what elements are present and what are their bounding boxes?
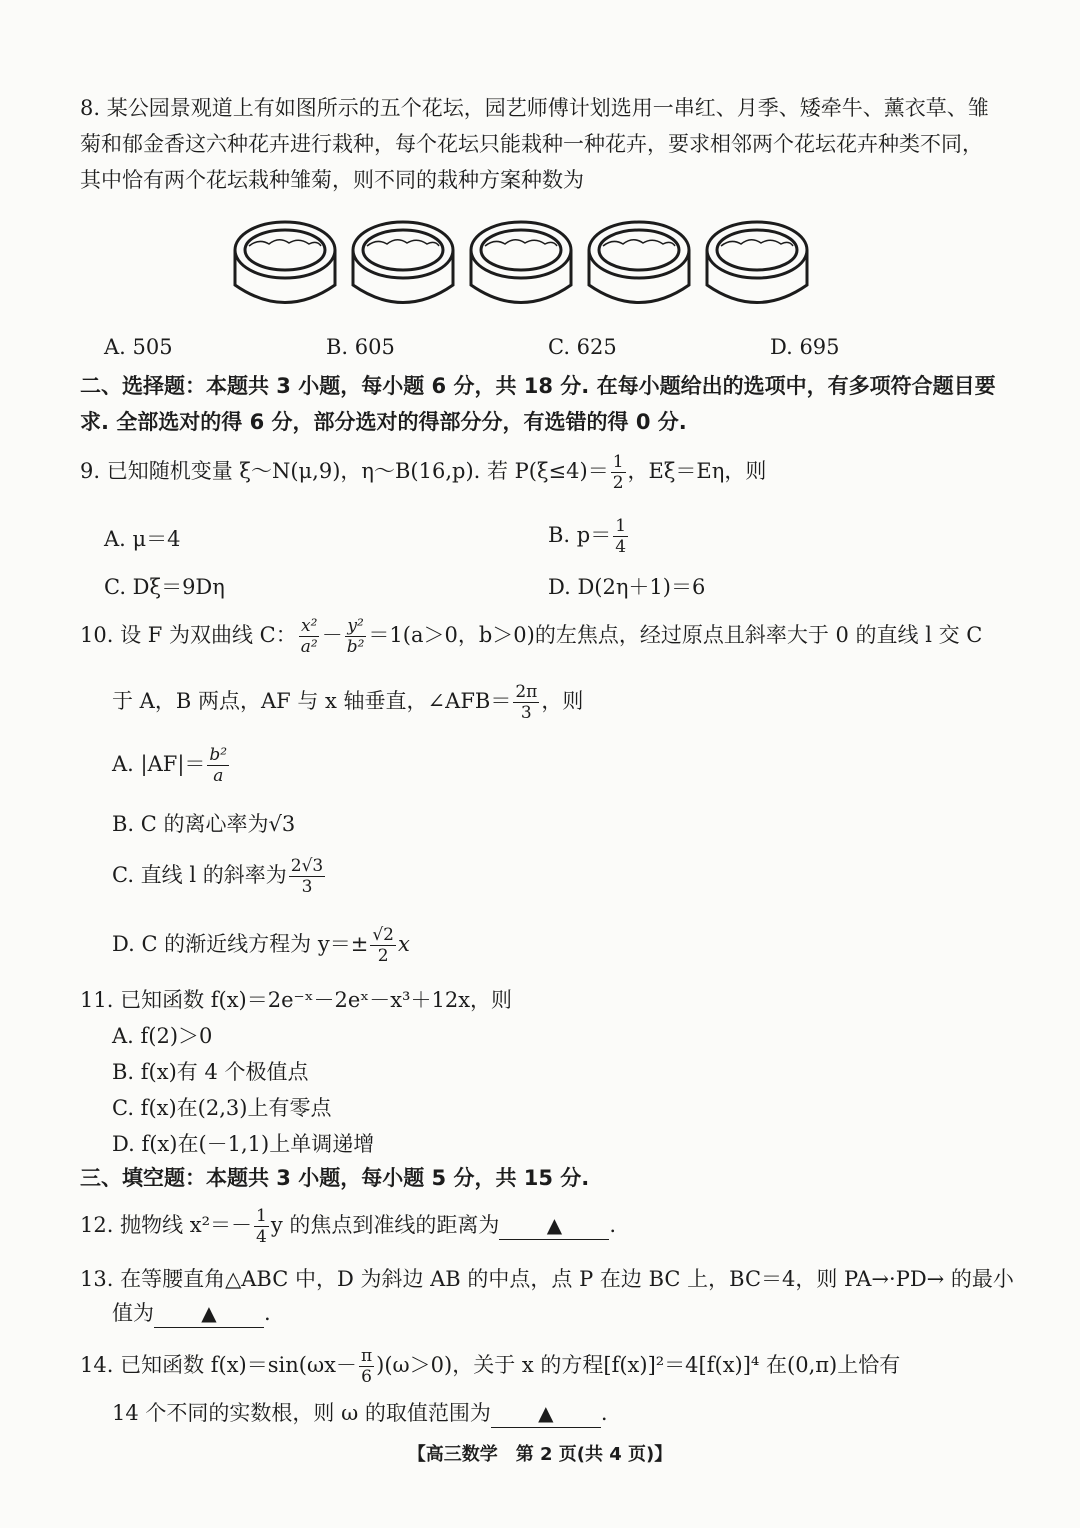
- q12-end: .: [609, 1213, 617, 1237]
- q10-minus: －: [321, 623, 343, 647]
- q13-answer-blank[interactable]: [154, 1299, 264, 1328]
- flower-bed-3: [471, 222, 571, 303]
- q10-line1-tail: ＝1(a＞0，b＞0)的左焦点，经过原点且斜率大于 0 的直线 l 交 C: [368, 623, 983, 647]
- flower-beds-figure: [225, 210, 845, 320]
- q10-line2-text: 于 A，B 两点，AF 与 x 轴垂直，∠AFB＝: [112, 689, 512, 713]
- flower-bed-5: [707, 222, 807, 303]
- q9-option-b-num: 1: [615, 516, 627, 536]
- triangle-icon: ▲: [201, 1301, 217, 1325]
- q11-option-a: A. f(2)＞0: [112, 1024, 213, 1048]
- q8-option-c: C. 625: [548, 335, 617, 359]
- q8-option-d: D. 695: [770, 335, 840, 359]
- page-footer: 【高三数学 第 2 页(共 4 页)】: [407, 1444, 673, 1465]
- q9-frac-num: 1: [612, 452, 624, 472]
- q14-answer-blank[interactable]: [491, 1399, 601, 1428]
- q14-line1-tail: )(ω＞0)，关于 x 的方程[f(x)]²＝4[f(x)]⁴ 在(0,π)上恰有: [376, 1353, 901, 1377]
- q12-den: 4: [256, 1227, 267, 1247]
- flower-bed-2: [353, 222, 453, 303]
- q13-line2-text: 值为: [112, 1301, 154, 1325]
- q10-option-c-den: 3: [301, 877, 313, 897]
- q9-fraction: [611, 452, 626, 493]
- q9-option-b-fraction: [613, 516, 628, 557]
- q12-answer-blank[interactable]: [499, 1211, 609, 1240]
- q9-option-b-den: 4: [615, 537, 627, 557]
- q9-option-d: D. D(2η＋1)＝6: [548, 575, 706, 599]
- q12-num: 1: [256, 1206, 267, 1226]
- q10-angle-num: 2π: [515, 682, 538, 702]
- q10-option-a-num: b²: [209, 745, 228, 765]
- q14-den: 6: [361, 1367, 372, 1387]
- q10-option-d-num: √2: [372, 925, 394, 945]
- q9-frac-den: 2: [612, 473, 624, 493]
- q14-fraction: [359, 1346, 374, 1387]
- q11-option-b: B. f(x)有 4 个极值点: [112, 1060, 309, 1084]
- q14-num: π: [360, 1346, 373, 1366]
- q10-option-d-text: D. C 的渐近线方程为 y＝±: [112, 932, 369, 956]
- q13-end: .: [264, 1301, 271, 1325]
- q10-option-c: [112, 856, 327, 897]
- q10-option-b: B. C 的离心率为√3: [112, 812, 296, 836]
- q10-option-c-fraction: [289, 856, 325, 897]
- q8-option-b: B. 605: [326, 335, 395, 359]
- q10-option-a-text: A. |AF|＝: [112, 752, 206, 776]
- q9-stem-tail: ，Eξ＝Eη，则: [627, 459, 767, 483]
- q10-line2-tail: ，则: [541, 689, 584, 713]
- q10-option-a-den: a: [213, 766, 224, 786]
- question-8-text: 8. 某公园景观道上有如图所示的五个花坛，园艺师傅计划选用一串红、月季、矮牵牛、薰衣草、雏菊和郁金香这六种花卉进行栽种，每个花坛只能栽种一种花卉，要求相邻两个花坛花卉种类不同，其中恰有两个花坛栽种雏菊，则不同的栽种方案种数为: [80, 96, 989, 192]
- q9-option-a: A. μ＝4: [104, 527, 181, 551]
- question-13-line-1: 13. 在等腰直角△ABC 中，D 为斜边 AB 的中点，点 P 在边 BC 上，BC＝4，则 PA→·PD→ 的最小: [80, 1267, 1014, 1291]
- q11-option-d: D. f(x)在(－1,1)上单调递增: [112, 1132, 375, 1156]
- q9-option-b: [548, 516, 630, 557]
- section-3-heading: 三、填空题：本题共 3 小题，每小题 5 分，共 15 分.: [80, 1166, 590, 1190]
- q10-option-a: [112, 745, 231, 786]
- q10-option-c-num: 2√3: [290, 856, 324, 876]
- q9-option-b-text: B. p＝: [548, 523, 612, 547]
- q10-option-d-den: 2: [377, 946, 389, 966]
- q10-a2: a²: [300, 637, 318, 657]
- section-2-heading: 二、选择题：本题共 3 小题，每小题 6 分，共 18 分. 在每小题给出的选项中，有多项符合题目要求. 全部选对的得 6 分，部分选对的得部分分，有选错的得 0 分.: [80, 374, 996, 434]
- q8-option-a: A. 505: [104, 335, 173, 359]
- q10-option-c-text: C. 直线 l 的斜率为: [112, 863, 287, 887]
- q10-option-d-x: x: [397, 932, 410, 956]
- q10-x2: x²: [301, 616, 318, 636]
- question-9-stem: [80, 452, 766, 493]
- q14-end: .: [600, 1401, 608, 1425]
- question-14-line-2: [112, 1396, 608, 1430]
- q10-y-fraction: [345, 616, 367, 657]
- q12-text-tail: y 的焦点到准线的距离为: [270, 1213, 500, 1237]
- q10-x-fraction: [299, 616, 320, 657]
- question-13-line-2: [112, 1296, 271, 1330]
- q10-y2: y²: [347, 616, 364, 636]
- q10-line1-text: 10. 设 F 为双曲线 C：: [80, 623, 297, 647]
- q9-stem-text: 9. 已知随机变量 ξ～N(μ,9)，η～B(16,p). 若 P(ξ≤4)＝: [80, 459, 609, 483]
- q14-line1-text: 14. 已知函数 f(x)＝sin(ωx－: [80, 1353, 357, 1377]
- question-12: [80, 1206, 616, 1247]
- q10-b2: b²: [346, 637, 365, 657]
- q10-angle-den: 3: [520, 703, 532, 723]
- flower-bed-1: [235, 222, 335, 303]
- triangle-icon: ▲: [538, 1401, 554, 1425]
- q10-option-a-fraction: [207, 745, 229, 786]
- question-10-line-2: [112, 682, 583, 723]
- q9-option-c: C. Dξ＝9Dη: [104, 575, 225, 599]
- q12-text: 12. 抛物线 x²＝－: [80, 1213, 253, 1237]
- question-10-line-1: [80, 616, 982, 657]
- flower-bed-4: [589, 222, 689, 303]
- q12-fraction: [254, 1206, 269, 1247]
- q11-option-c: C. f(x)在(2,3)上有零点: [112, 1096, 332, 1120]
- q10-angle-fraction: [513, 682, 539, 723]
- question-11-stem: 11. 已知函数 f(x)＝2e⁻ˣ－2eˣ－x³＋12x，则: [80, 988, 513, 1012]
- question-14-line-1: [80, 1346, 900, 1387]
- triangle-icon: ▲: [546, 1213, 563, 1237]
- q10-option-d-fraction: [370, 925, 396, 966]
- q14-line2-text: 14 个不同的实数根，则 ω 的取值范围为: [112, 1401, 491, 1425]
- q10-option-d: [112, 925, 410, 966]
- question-8: [80, 90, 1000, 198]
